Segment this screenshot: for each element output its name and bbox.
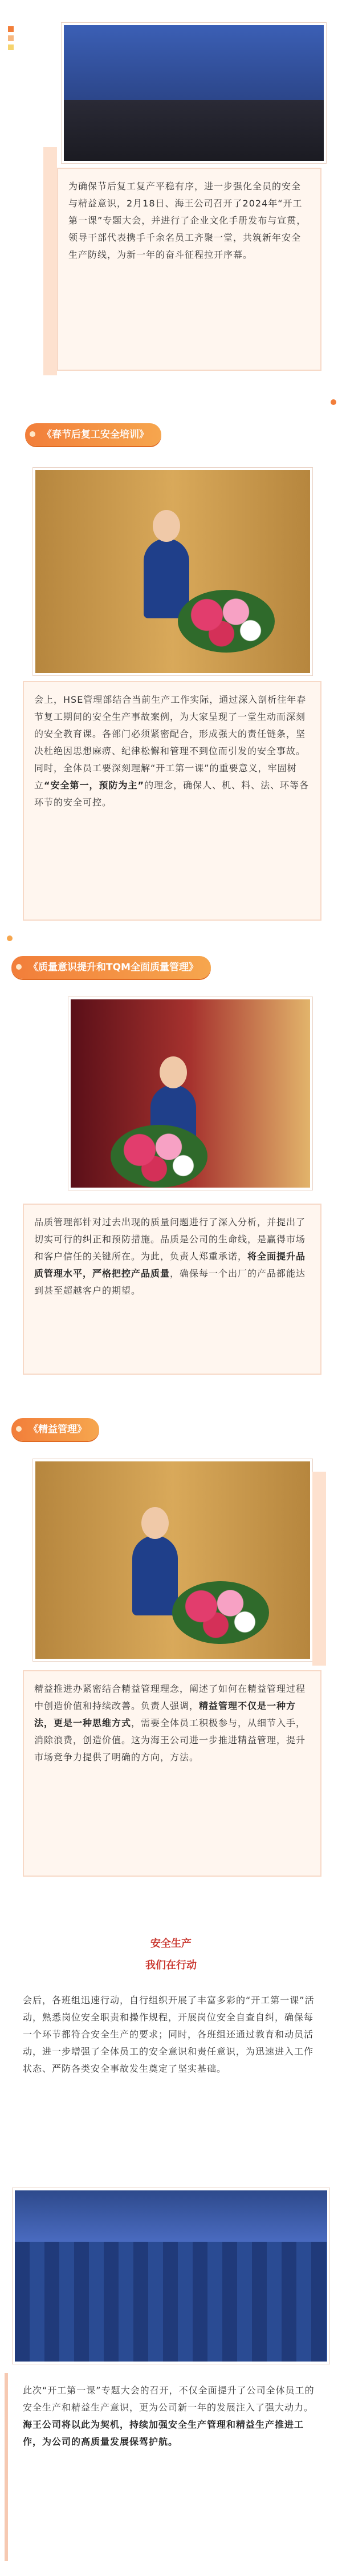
section-tag: 《精益管理》 <box>11 1418 99 1441</box>
decor-dot <box>331 399 336 405</box>
decor-block <box>312 1472 326 1666</box>
safety-paragraph: 会后，各班组迅速行动，自行组织开展了丰富多彩的“开工第一课”活动，熟悉岗位安全职责和操作规程，开展岗位安全自查自纠，确保每一个环节都符合安全生产的要求；同时，各班组还通过教育和动员活动，进一步增强了全体员工的安全意识和责任意识，为迅速进入工作状态、严防各类安全事故发生奠定了坚实基础。 <box>13 1983 329 2171</box>
para-bold: “安全第一，预防为主” <box>44 780 145 791</box>
section-tag: 《质量意识提升和TQM全面质量管理》 <box>11 956 211 979</box>
para-text: 品质管理部针对过去出现的质量问题进行了深入分析，并提出了切实可行的纠正和预防措施。品质是公司的生命线，是赢得市场和客户信任的关键所在。为此，负责人郑重承诺， <box>34 1217 306 1262</box>
closing-paragraph <box>13 2373 329 2561</box>
closing-text: 此次“开工第一课”专题大会的召开，不仅全面提升了公司全体员工的安全生产和精益生产意识，更为公司新一年的发展注入了强大动力。 <box>23 2385 315 2413</box>
para-tail: 的理念，确保人、机、料、法、环等各环节的安全可控。 <box>34 780 310 808</box>
para-text: 精益推进办紧密结合精益管理理念，阐述了如何在精益管理过程中创造价值和持续改善。负责人强调， <box>34 1683 306 1711</box>
decor-dot <box>7 935 13 941</box>
para-tail: ，确保每一个出厂的产品都能达到甚至超越客户的期望。 <box>34 1268 306 1296</box>
closing-bold: 海王公司将以此为契机，持续加强安全生产管理和精益生产推进工作，为公司的高质量发展保驾护航。 <box>23 2419 304 2447</box>
para-bold: 将全面提升品质管理水平，严格把控产品质量 <box>34 1251 306 1279</box>
decor-block <box>43 147 57 375</box>
para-tail: ，需要全体员工积极参与，从细节入手，消除浪费，创造价值。这为海王公司进一步推进精益管理，提升市场竞争力提供了明确的方向，方法。 <box>34 1718 306 1763</box>
speaker-photo <box>33 1459 312 1661</box>
para-bold: 精益管理不仅是一种方法，更是一种思维方式 <box>34 1700 296 1728</box>
section-paragraph <box>23 1204 321 1375</box>
decor-bar <box>5 2373 8 2561</box>
safety-title-line2: 我们在行动 <box>145 1959 197 1971</box>
safety-title-line1: 安全生产 <box>150 1938 192 1950</box>
speaker-photo <box>33 468 312 675</box>
section-tag: 《春节后复工安全培训》 <box>25 423 161 446</box>
speaker-photo <box>68 997 312 1190</box>
para-text: 会上，HSE管理部结合当前生产工作实际，通过深入剖析往年春节复工期间的安全生产事故案例，为大家呈现了一堂生动而深刻的安全教育课。各部门必须紧密配合，形成强大的责任链条，坚决杜绝因思想麻痹、纪律松懈和管理不到位而引发的安全事故。同时，全体员工要深刻理解“开工第一课”的重要意义，牢固树立 <box>34 694 307 791</box>
intro-text: 为确保节后复工复产平稳有序，进一步强化全员的安全与精益意识，2月18日、海王公司召开了2024年“开工第一课”专题大会，并进行了企业文化手册发布与宣贯，领导干部代表携手千余名员工齐聚一堂，共筑新年安全生产防线，为新一年的奋斗征程拉开序幕。 <box>57 168 321 371</box>
section-paragraph <box>23 681 321 921</box>
section-paragraph <box>23 1670 321 1877</box>
audience-photo <box>13 2188 329 2364</box>
decor-squares <box>8 23 14 54</box>
hero-photo <box>62 23 326 163</box>
